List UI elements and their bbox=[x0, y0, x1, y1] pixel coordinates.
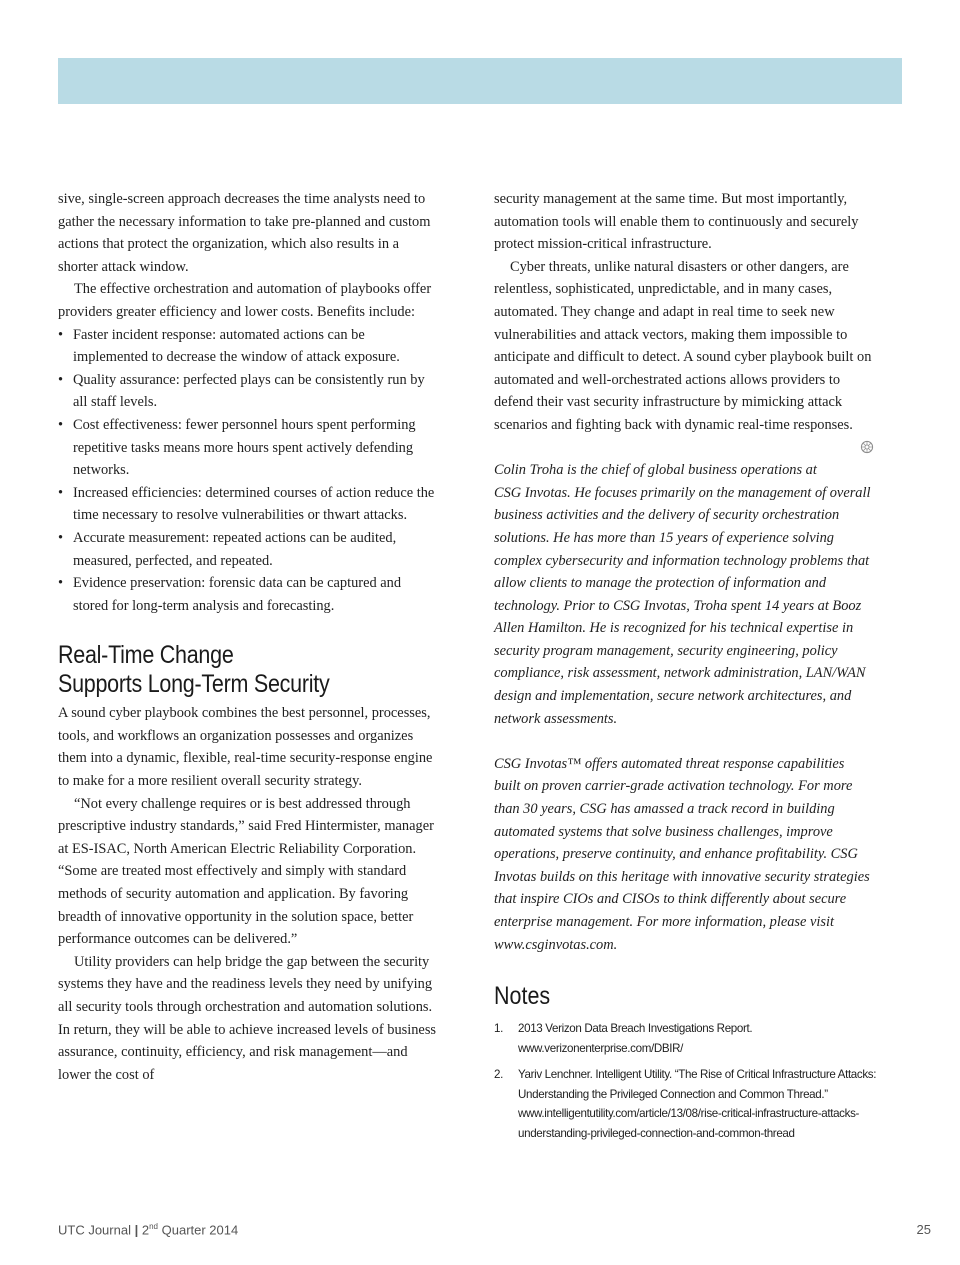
footer-separator: | bbox=[134, 1222, 139, 1238]
section-heading-line2: Supports Long-Term Security bbox=[58, 670, 330, 699]
threats-paragraph bbox=[494, 256, 874, 437]
left-column bbox=[58, 188, 438, 1086]
list-item: • Evidence preservation: forensic data can be captured and stored for long-term analysis and forecasting. bbox=[58, 572, 438, 617]
footer-journal-info bbox=[58, 1222, 238, 1237]
notes-list bbox=[494, 1019, 877, 1143]
page-number: 25 bbox=[916, 1222, 931, 1237]
note-text: Yariv Lenchner. Intelligent Utility. “The Rise of Critical Infrastructure Attacks: Understanding the Privileged Connection and Common Thread.” www.intelligentutility.com/article/13/08/rise-critical-infrastructure-attacks-understanding-privileged-connection-and-common-thread bbox=[518, 1068, 877, 1140]
note-text: 2013 Verizon Data Breach Investigations Report. www.verizonenterprise.com/DBIR/ bbox=[518, 1022, 753, 1055]
quote-paragraph: “Not every challenge requires or is best addressed through prescriptive industry standards,” said Fred Hintermister, manager at ES-ISAC, North American Electric Reliability Corporation. “Some are treated most effectively and simply with standard methods of security automation and application. By favoring breadth of innovative opportunity in the solution space, better performance outcomes can be delivered.” bbox=[58, 795, 434, 948]
note-item bbox=[494, 1019, 878, 1058]
notes-heading: Notes bbox=[494, 982, 551, 1011]
section-heading bbox=[58, 641, 385, 699]
benefits-paragraph: The effective orchestration and automation of playbooks offer providers greater efficiency and lower costs. Benefits include: bbox=[58, 281, 432, 320]
note-item bbox=[494, 1065, 878, 1143]
utility-paragraph: Utility providers can help bridge the gap between the security systems they have and the readiness levels they need by unifying all security tools through orchestration and automation solutions. In return, they will be able to achieve increased levels of business assurance, continuity, efficiency, and risk management—and lower the cost of bbox=[58, 953, 437, 1083]
author-bio: Colin Troha is the chief of global business operations at CSG Invotas. He focuses primarily on the management of overall business activities and the delivery of security orchestration solutions. He has more than 15 years of experience solving complex cybersecurity and information technology problems that allow clients to manage the protection of information and technology. Prior to CSG Invotas, Troha spent 14 years at Booz Allen Hamilton. He is recognized for his technical expertise in security program management, security engineering, policy compliance, risk assessment, network administration, LAN/WAN design and implementation, secure network architectures, and network assessments. bbox=[494, 462, 871, 727]
list-item: • Accurate measurement: repeated actions can be audited, measured, perfected, and repeated. bbox=[58, 527, 438, 572]
end-of-article-icon bbox=[844, 439, 874, 462]
playbook-paragraph: A sound cyber playbook combines the best personnel, processes, tools, and workflows an organization possesses and organizes them into a dynamic, flexible, real-time security-response engine to make for a more resilient overall security strategy. bbox=[58, 705, 433, 790]
right-column bbox=[494, 188, 877, 1150]
list-item: • Cost effectiveness: fewer personnel hours spent performing repetitive tasks means more hours spent actively defending networks. bbox=[58, 414, 438, 482]
list-item: • Increased efficiencies: determined courses of action reduce the time necessary to resolve vulnerabilities or thwart attacks. bbox=[58, 482, 438, 527]
issue-suffix: nd bbox=[149, 1222, 158, 1231]
section-heading-line1: Real-Time Change bbox=[58, 641, 234, 670]
list-item: • Faster incident response: automated actions can be implemented to decrease the window of attack exposure. bbox=[58, 324, 438, 369]
continuation-paragraph: security management at the same time. But most importantly, automation tools will enable them to continuously and securely protect mission-critical infrastructure. bbox=[494, 191, 859, 253]
list-item: • Quality assurance: perfected plays can be consistently run by all staff levels. bbox=[58, 369, 438, 414]
benefits-list bbox=[58, 324, 438, 618]
journal-name: UTC Journal bbox=[58, 1222, 131, 1238]
intro-paragraph: sive, single-screen approach decreases the time analysts need to gather the necessary information to take pre-planned and custom actions that protect the organization, which also results in a shorter attack window. bbox=[58, 191, 431, 275]
threats-text: Cyber threats, unlike natural disasters or other dangers, are relentless, sophisticated, unpredictable, and in many cases, automated. They change and adapt in real time to seek new vulnerabilities and attack vectors, making them impossible to anticipate and difficult to detect. A sound cyber playbook built on automated and well-orchestrated actions allows providers to defend their vast security infrastructure by mimicking attack scenarios and fighting back with dynamic real-time responses. bbox=[494, 258, 872, 433]
issue-quarter: Quarter 2014 bbox=[161, 1222, 239, 1238]
company-blurb: CSG Invotas™ offers automated threat response capabilities built on proven carrier-grade activation technology. For more than 30 years, CSG has amassed a track record in building automated systems that solve business challenges, improve operations, preserve continuity, and enhance profitability. CSG Invotas builds on this heritage with innovative security strategies that inspire CIOs and CISOs to think differently about secure enterprise management. For more information, please visit www.csginvotas.com. bbox=[494, 755, 870, 953]
note-number: 1. bbox=[494, 1022, 503, 1036]
header-band bbox=[58, 58, 902, 104]
note-number: 2. bbox=[494, 1068, 503, 1082]
issue-number: 2 bbox=[141, 1222, 150, 1238]
